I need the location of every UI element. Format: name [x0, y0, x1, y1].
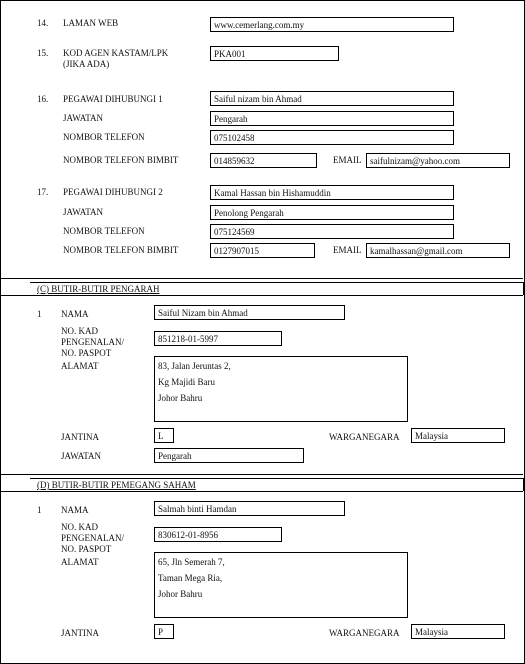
website-label: LAMAN WEB: [63, 18, 119, 28]
item-number: 15.: [37, 48, 49, 58]
contact1-position-label: JAWATAN: [63, 113, 104, 123]
item-number: 17.: [37, 187, 49, 197]
address-line: Johor Bahru: [158, 589, 203, 599]
item-number: 1: [37, 505, 42, 515]
director-name-field[interactable]: Saiful Nizam bin Ahmad: [154, 305, 345, 320]
shareholder-ic-label-line3: NO. PASPOT: [61, 544, 112, 554]
section-divider: [0, 278, 523, 279]
shareholder-ic-field[interactable]: 830612-01-8956: [154, 527, 282, 542]
item-number: 16.: [37, 94, 49, 104]
contact1-phone-label: NOMBOR TELEFON: [63, 132, 145, 142]
shareholder-gender-label: JANTINA: [61, 628, 99, 638]
director-nationality-field[interactable]: Malaysia: [411, 428, 505, 443]
address-line: Taman Mega Ria,: [158, 573, 223, 583]
shareholder-name-field[interactable]: Salmah binti Hamdan: [154, 501, 345, 516]
contact2-name-field[interactable]: Kamal Hassan bin Hishamuddin: [210, 185, 454, 200]
website-field[interactable]: www.cemerlang.com.my: [210, 17, 454, 32]
section-divider: [0, 295, 523, 296]
address-line: 65, Jln Semerah 7,: [158, 557, 225, 567]
address-line: Kg Majidi Baru: [158, 377, 215, 387]
address-line: 83, Jalan Jeruntas 2,: [158, 361, 231, 371]
item-number: 14.: [37, 18, 49, 28]
contact1-mobile-label: NOMBOR TELEFON BIMBIT: [63, 155, 179, 165]
customs-agent-code-label: KOD AGEN KASTAM/LPK: [63, 48, 169, 58]
contact2-mobile-label: NOMBOR TELEFON BIMBIT: [63, 245, 179, 255]
director-name-label: NAMA: [61, 309, 89, 319]
shareholder-ic-label-line2: PENGENALAN/: [61, 533, 124, 543]
director-address-label: ALAMAT: [61, 361, 99, 371]
shareholder-nationality-label: WARGANEGARA: [329, 628, 400, 638]
item-number: 1: [37, 309, 42, 319]
shareholder-address-label: ALAMAT: [61, 557, 99, 567]
shareholder-ic-label-line1: NO. KAD: [61, 522, 98, 532]
director-gender-label: JANTINA: [61, 432, 99, 442]
section-divider: [0, 491, 523, 492]
contact1-email-field[interactable]: saifulnizam@yahoo.com: [366, 153, 510, 168]
director-gender-field[interactable]: L: [154, 428, 174, 443]
director-ic-label-line3: NO. PASPOT: [61, 348, 112, 358]
director-ic-field[interactable]: 851218-01-5997: [154, 331, 282, 346]
contact1-mobile-field[interactable]: 014859632: [210, 153, 317, 168]
director-ic-label-line2: PENGENALAN/: [61, 337, 124, 347]
contact1-email-label: EMAIL: [333, 155, 362, 165]
section-divider: [0, 474, 523, 475]
director-position-field[interactable]: Pengarah: [154, 448, 304, 463]
contact1-phone-field[interactable]: 075102458: [210, 130, 454, 145]
director-address-field[interactable]: [154, 356, 408, 422]
director-ic-label-line1: NO. KAD: [61, 326, 98, 336]
contact2-position-field[interactable]: Penolong Pengarah: [210, 205, 454, 220]
contact2-email-label: EMAIL: [333, 245, 362, 255]
shareholder-nationality-field[interactable]: Malaysia: [411, 624, 505, 639]
customs-agent-code-field[interactable]: PKA001: [210, 46, 339, 61]
contact2-email-field[interactable]: kamalhassan@gmail.com: [366, 243, 510, 258]
contact1-name-field[interactable]: Saiful nizam bin Ahmad: [210, 91, 454, 106]
contact2-name-label: PEGAWAI DIHUBUNGI 2: [63, 187, 163, 197]
contact2-phone-field[interactable]: 075124569: [210, 224, 454, 239]
director-position-label: JAWATAN: [61, 451, 102, 461]
shareholder-gender-field[interactable]: P: [154, 624, 174, 639]
shareholder-name-label: NAMA: [61, 505, 89, 515]
customs-agent-code-sublabel: (JIKA ADA): [63, 59, 110, 69]
director-nationality-label: WARGANEGARA: [329, 432, 400, 442]
section-c-title: (C) BUTIR-BUTIR PENGARAH: [37, 284, 160, 294]
section-d-title: (D) BUTIR-BUTIR PEMEGANG SAHAM: [37, 480, 196, 490]
address-line: Johor Bahru: [158, 393, 203, 403]
shareholder-address-field[interactable]: [154, 552, 408, 618]
contact2-phone-label: NOMBOR TELEFON: [63, 226, 145, 236]
contact1-position-field[interactable]: Pengarah: [210, 111, 454, 126]
contact2-position-label: JAWATAN: [63, 207, 104, 217]
contact2-mobile-field[interactable]: 0127907015: [210, 243, 315, 258]
contact1-name-label: PEGAWAI DIHUBUNGI 1: [63, 94, 163, 104]
